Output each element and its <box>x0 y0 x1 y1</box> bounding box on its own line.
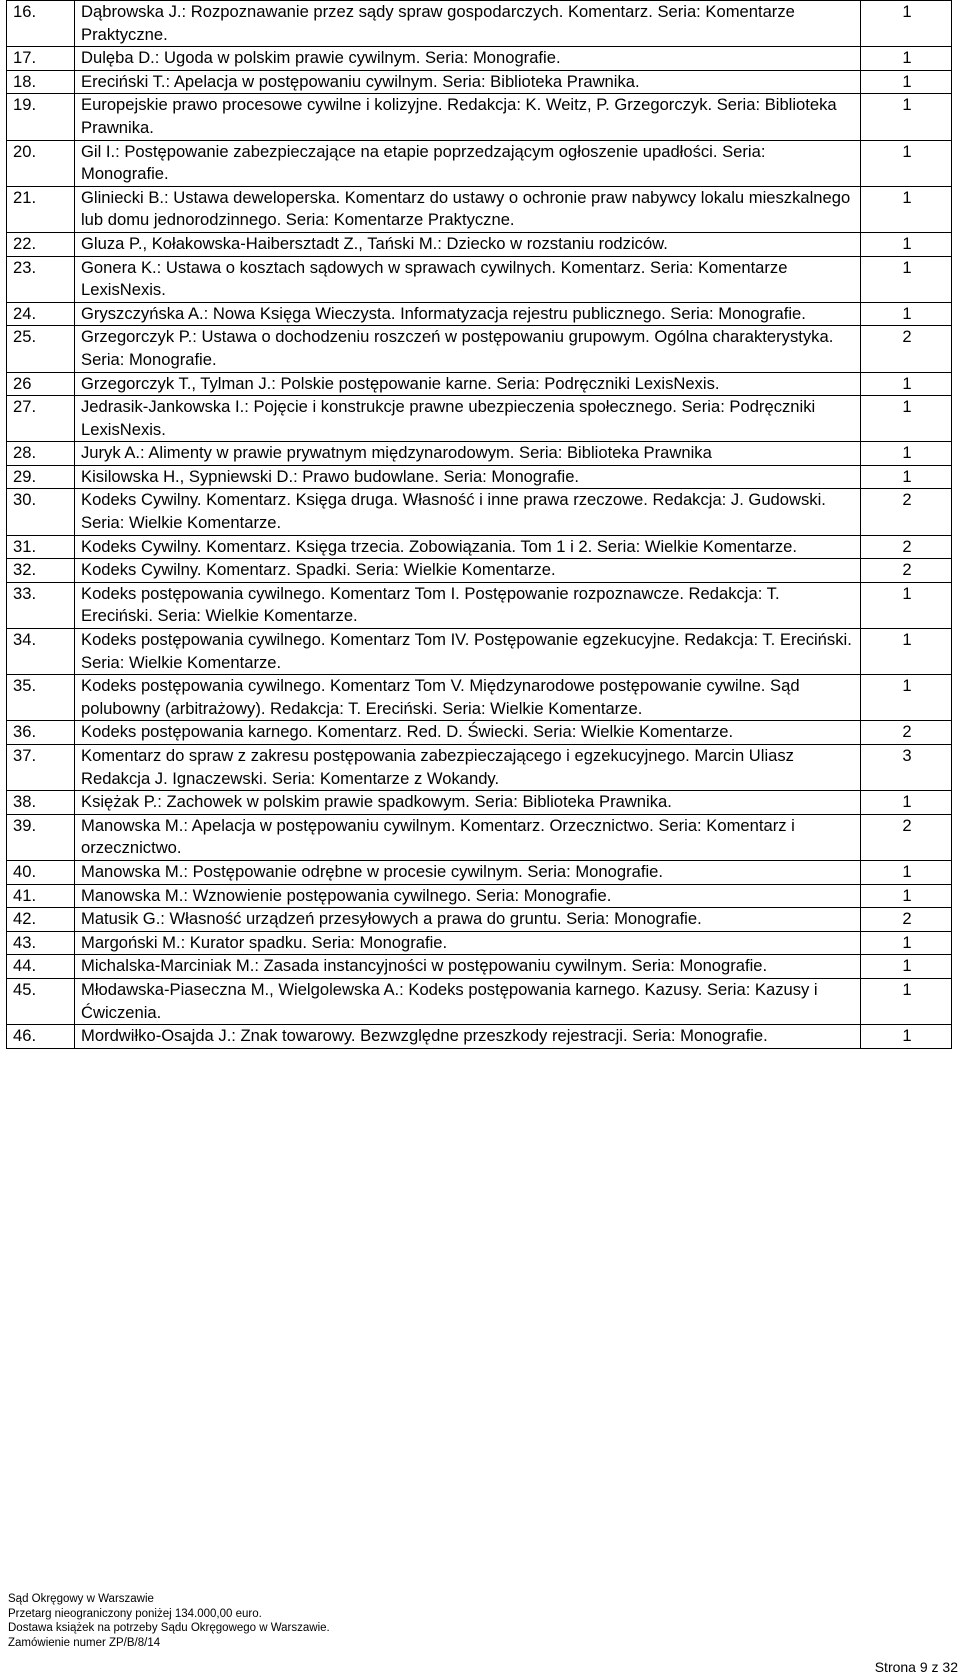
table-row <box>7 908 952 932</box>
item-description: Jedrasik-Jankowska I.: Pojęcie i konstrukcje prawne ubezpieczenia społecznego. Seria: Podręczniki LexisNexis. <box>75 396 861 442</box>
table-row <box>7 814 952 860</box>
table-row <box>7 186 952 232</box>
footer-delivery: Dostawa książek na potrzeby Sądu Okręgowego w Warszawie. <box>8 1622 330 1635</box>
item-quantity: 2 <box>861 535 952 559</box>
item-description: Ereciński T.: Apelacja w postępowaniu cywilnym. Seria: Biblioteka Prawnika. <box>75 70 861 94</box>
table-row <box>7 745 952 791</box>
document-footer <box>8 1592 330 1650</box>
item-description: Michalska-Marciniak M.: Zasada instancyjności w postępowaniu cywilnym. Seria: Monografie. <box>75 955 861 979</box>
item-number: 44. <box>7 955 75 979</box>
item-description: Gonera K.: Ustawa o kosztach sądowych w sprawach cywilnych. Komentarz. Seria: Komentarze LexisNexis. <box>75 256 861 302</box>
item-quantity: 2 <box>861 489 952 535</box>
table-row <box>7 94 952 140</box>
item-quantity: 1 <box>861 860 952 884</box>
item-number: 26 <box>7 372 75 396</box>
item-number: 22. <box>7 232 75 256</box>
item-description: Grzegorczyk P.: Ustawa o dochodzeniu roszczeń w postępowaniu grupowym. Ogólna charakterystyka. Seria: Monografie. <box>75 326 861 372</box>
item-description: Kodeks postępowania karnego. Komentarz. Red. D. Świecki. Seria: Wielkie Komentarze. <box>75 721 861 745</box>
item-description: Grzegorczyk T., Tylman J.: Polskie postępowanie karne. Seria: Podręczniki LexisNexis. <box>75 372 861 396</box>
item-number: 34. <box>7 629 75 675</box>
item-description: Gryszczyńska A.: Nowa Księga Wieczysta. Informatyzacja rejestru publicznego. Seria: Monografie. <box>75 302 861 326</box>
item-description: Dulęba D.: Ugoda w polskim prawie cywilnym. Seria: Monografie. <box>75 47 861 71</box>
item-quantity: 2 <box>861 559 952 583</box>
item-description: Kodeks postępowania cywilnego. Komentarz Tom V. Międzynarodowe postępowanie cywilne. Sąd polubowny (arbitrażowy). Redakcja: T. Ereciński. Seria: Wielkie Komentarze. <box>75 675 861 721</box>
item-description: Europejskie prawo procesowe cywilne i kolizyjne. Redakcja: K. Weitz, P. Grzegorczyk. Seria: Biblioteka Prawnika. <box>75 94 861 140</box>
item-quantity: 2 <box>861 326 952 372</box>
item-quantity: 1 <box>861 931 952 955</box>
item-description: Manowska M.: Postępowanie odrębne w procesie cywilnym. Seria: Monografie. <box>75 860 861 884</box>
footer-court: Sąd Okręgowy w Warszawie <box>8 1593 154 1605</box>
table-row <box>7 559 952 583</box>
item-description: Kodeks postępowania cywilnego. Komentarz Tom I. Postępowanie rozpoznawcze. Redakcja: T. Ereciński. Seria: Wielkie Komentarze. <box>75 582 861 628</box>
item-description: Mordwiłko-Osajda J.: Znak towarowy. Bezwzględne przeszkody rejestracji. Seria: Monografie. <box>75 1025 861 1049</box>
table-row <box>7 465 952 489</box>
item-quantity: 1 <box>861 465 952 489</box>
table-row <box>7 931 952 955</box>
item-number: 30. <box>7 489 75 535</box>
footer-tender: Przetarg nieograniczony poniżej 134.000,00 euro. <box>8 1607 262 1620</box>
table-row <box>7 675 952 721</box>
item-number: 28. <box>7 442 75 466</box>
table-row <box>7 326 952 372</box>
item-quantity: 1 <box>861 302 952 326</box>
item-description: Gluza P., Kołakowska-Haibersztadt Z., Tański M.: Dziecko w rozstaniu rodziców. <box>75 232 861 256</box>
item-number: 21. <box>7 186 75 232</box>
item-quantity: 1 <box>861 978 952 1024</box>
item-quantity: 1 <box>861 791 952 815</box>
item-description: Gil I.: Postępowanie zabezpieczające na etapie poprzedzającym ogłoszenie upadłości. Seria: Monografie. <box>75 140 861 186</box>
page-number: Strona 9 z 32 <box>874 1659 958 1675</box>
table-row <box>7 955 952 979</box>
item-number: 38. <box>7 791 75 815</box>
item-description: Kodeks Cywilny. Komentarz. Spadki. Seria: Wielkie Komentarze. <box>75 559 861 583</box>
table-row <box>7 489 952 535</box>
item-quantity: 1 <box>861 1025 952 1049</box>
item-description: Manowska M.: Apelacja w postępowaniu cywilnym. Komentarz. Orzecznictwo. Seria: Komentarz i orzecznictwo. <box>75 814 861 860</box>
item-number: 45. <box>7 978 75 1024</box>
item-number: 43. <box>7 931 75 955</box>
item-quantity: 1 <box>861 955 952 979</box>
item-quantity: 1 <box>861 442 952 466</box>
table-row <box>7 232 952 256</box>
item-description: Gliniecki B.: Ustawa deweloperska. Komentarz do ustawy o ochronie praw nabywcy lokalu mieszkalnego lub domu jednorodzinnego. Seria: Komentarze Praktyczne. <box>75 186 861 232</box>
item-quantity: 3 <box>861 745 952 791</box>
table-row <box>7 70 952 94</box>
item-quantity: 1 <box>861 140 952 186</box>
item-quantity: 1 <box>861 256 952 302</box>
item-number: 46. <box>7 1025 75 1049</box>
table-row <box>7 396 952 442</box>
item-quantity: 1 <box>861 70 952 94</box>
item-number: 23. <box>7 256 75 302</box>
item-number: 25. <box>7 326 75 372</box>
book-list-table <box>6 0 952 1049</box>
item-number: 19. <box>7 94 75 140</box>
table-row <box>7 791 952 815</box>
item-description: Kisilowska H., Sypniewski D.: Prawo budowlane. Seria: Monografie. <box>75 465 861 489</box>
item-description: Księżak P.: Zachowek w polskim prawie spadkowym. Seria: Biblioteka Prawnika. <box>75 791 861 815</box>
table-row <box>7 582 952 628</box>
item-quantity: 1 <box>861 1 952 47</box>
item-quantity: 2 <box>861 721 952 745</box>
item-number: 37. <box>7 745 75 791</box>
book-list-body <box>7 1 952 1049</box>
item-quantity: 1 <box>861 94 952 140</box>
item-description: Młodawska-Piaseczna M., Wielgolewska A.: Kodeks postępowania karnego. Kazusy. Seria: Kazusy i Ćwiczenia. <box>75 978 861 1024</box>
item-quantity: 1 <box>861 884 952 908</box>
item-quantity: 1 <box>861 232 952 256</box>
item-quantity: 2 <box>861 814 952 860</box>
item-number: 16. <box>7 1 75 47</box>
item-description: Kodeks postępowania cywilnego. Komentarz Tom IV. Postępowanie egzekucyjne. Redakcja: T. Ereciński. Seria: Wielkie Komentarze. <box>75 629 861 675</box>
table-row <box>7 442 952 466</box>
table-row <box>7 860 952 884</box>
item-number: 24. <box>7 302 75 326</box>
item-description: Juryk A.: Alimenty w prawie prywatnym międzynarodowym. Seria: Biblioteka Prawnika <box>75 442 861 466</box>
item-quantity: 2 <box>861 908 952 932</box>
table-row <box>7 302 952 326</box>
table-row <box>7 721 952 745</box>
item-number: 36. <box>7 721 75 745</box>
item-quantity: 1 <box>861 675 952 721</box>
item-quantity: 1 <box>861 47 952 71</box>
table-row <box>7 140 952 186</box>
item-description: Matusik G.: Własność urządzeń przesyłowych a prawa do gruntu. Seria: Monografie. <box>75 908 861 932</box>
table-row <box>7 629 952 675</box>
item-quantity: 1 <box>861 629 952 675</box>
item-number: 42. <box>7 908 75 932</box>
item-description: Margoński M.: Kurator spadku. Seria: Monografie. <box>75 931 861 955</box>
table-row <box>7 1 952 47</box>
item-quantity: 1 <box>861 372 952 396</box>
item-quantity: 1 <box>861 186 952 232</box>
table-row <box>7 978 952 1024</box>
item-number: 29. <box>7 465 75 489</box>
table-row <box>7 372 952 396</box>
item-number: 27. <box>7 396 75 442</box>
item-number: 39. <box>7 814 75 860</box>
item-quantity: 1 <box>861 582 952 628</box>
table-row <box>7 1025 952 1049</box>
item-quantity: 1 <box>861 396 952 442</box>
table-row <box>7 47 952 71</box>
table-row <box>7 256 952 302</box>
item-number: 20. <box>7 140 75 186</box>
item-number: 31. <box>7 535 75 559</box>
table-row <box>7 884 952 908</box>
item-description: Komentarz do spraw z zakresu postępowania zabezpieczającego i egzekucyjnego. Marcin Uliasz Redakcja J. Ignaczewski. Seria: Komentarze z Wokandy. <box>75 745 861 791</box>
item-description: Kodeks Cywilny. Komentarz. Księga trzecia. Zobowiązania. Tom 1 i 2. Seria: Wielkie Komentarze. <box>75 535 861 559</box>
table-row <box>7 535 952 559</box>
item-number: 18. <box>7 70 75 94</box>
item-description: Kodeks Cywilny. Komentarz. Księga druga. Własność i inne prawa rzeczowe. Redakcja: J. Gudowski. Seria: Wielkie Komentarze. <box>75 489 861 535</box>
item-number: 35. <box>7 675 75 721</box>
item-number: 33. <box>7 582 75 628</box>
footer-order-number: Zamówienie numer ZP/B/8/14 <box>8 1636 161 1649</box>
item-description: Manowska M.: Wznowienie postępowania cywilnego. Seria: Monografie. <box>75 884 861 908</box>
item-description: Dąbrowska J.: Rozpoznawanie przez sądy spraw gospodarczych. Komentarz. Seria: Komentarze Praktyczne. <box>75 1 861 47</box>
item-number: 32. <box>7 559 75 583</box>
item-number: 40. <box>7 860 75 884</box>
item-number: 41. <box>7 884 75 908</box>
item-number: 17. <box>7 47 75 71</box>
